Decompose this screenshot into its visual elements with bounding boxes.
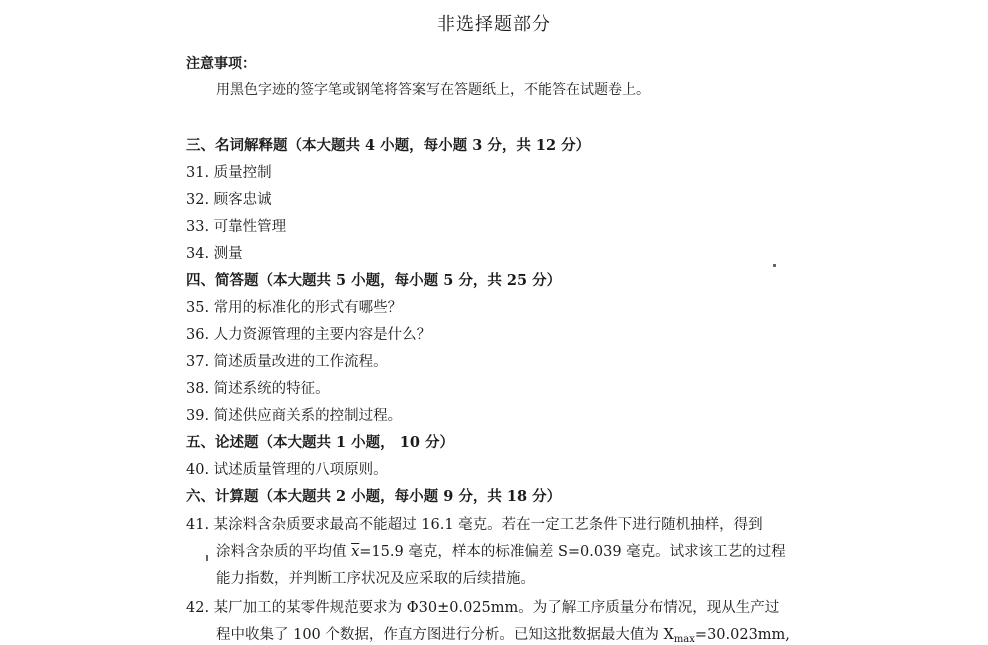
question-42-text-b: =30.023mm, bbox=[694, 627, 790, 643]
notice-heading: 注意事项： bbox=[186, 56, 256, 72]
question-37: 37. 简述质量改进的工作流程。 bbox=[186, 354, 388, 370]
max-subscript: max bbox=[673, 634, 695, 645]
question-42-text-a: 程中收集了 100 个数据，作直方图进行分析。已知这批数据最大值为 X bbox=[216, 627, 674, 643]
question-40: 40. 试述质量管理的八项原则。 bbox=[186, 462, 388, 478]
section-6-note: （本大题共 2 小题，每小题 9 分，共 18 分） bbox=[258, 488, 562, 505]
section-6-label: 六、计算题 bbox=[186, 488, 259, 505]
section-4-note: （本大题共 5 小题，每小题 5 分，共 25 分） bbox=[258, 272, 562, 289]
question-36: 36. 人力资源管理的主要内容是什么？ bbox=[186, 327, 432, 343]
page-title: 非选择题部分 bbox=[437, 14, 551, 35]
question-41-line-3: 能力指数，并判断工序状况及应采取的后续措施。 bbox=[216, 571, 535, 587]
question-38: 38. 简述系统的特征。 bbox=[186, 381, 330, 397]
section-3-label: 三、名词解释题 bbox=[186, 137, 288, 154]
question-32: 32. 顾客忠诚 bbox=[186, 192, 272, 208]
mean-symbol: $\overline{x}$ bbox=[351, 544, 360, 560]
section-3-note: （本大题共 4 小题，每小题 3 分，共 12 分） bbox=[287, 137, 591, 154]
section-5-note: （本大题共 1 小题， 10 分） bbox=[258, 434, 454, 451]
section-6-heading bbox=[186, 485, 561, 506]
question-33: 33. 可靠性管理 bbox=[186, 219, 287, 235]
question-31: 31. 质量控制 bbox=[186, 165, 272, 181]
question-34: 34. 测量 bbox=[186, 246, 243, 262]
section-4-heading bbox=[186, 269, 561, 290]
question-41-line-2 bbox=[216, 540, 786, 561]
section-4-label: 四、简答题 bbox=[186, 272, 259, 289]
question-41-text-b: =15.9 毫克，样本的标准偏差 S=0.039 毫克。试求该工艺的过程 bbox=[359, 544, 786, 560]
section-3-heading bbox=[186, 134, 590, 155]
section-5-label: 五、论述题 bbox=[186, 434, 259, 451]
question-35: 35. 常用的标准化的形式有哪些？ bbox=[186, 300, 403, 316]
question-39: 39. 简述供应商关系的控制过程。 bbox=[186, 408, 403, 424]
question-42-line-2 bbox=[216, 623, 790, 645]
question-41-line-1: 41. 某涂料含杂质要求最高不能超过 16.1 毫克。若在一定工艺条件下进行随机抽样，得到 bbox=[186, 517, 763, 533]
question-41-text-a: 涂料含杂质的平均值 bbox=[216, 544, 352, 560]
notice-body: 用黑色字迹的签字笔或钢笔将答案写在答题纸上，不能答在试题卷上。 bbox=[216, 82, 650, 98]
scan-mark bbox=[773, 264, 776, 267]
section-5-heading bbox=[186, 431, 454, 452]
question-42-line-1: 42. 某厂加工的某零件规范要求为 Φ30±0.025mm。为了解工序质量分布情况，现从生产过 bbox=[186, 600, 780, 616]
scan-mark bbox=[206, 555, 208, 561]
